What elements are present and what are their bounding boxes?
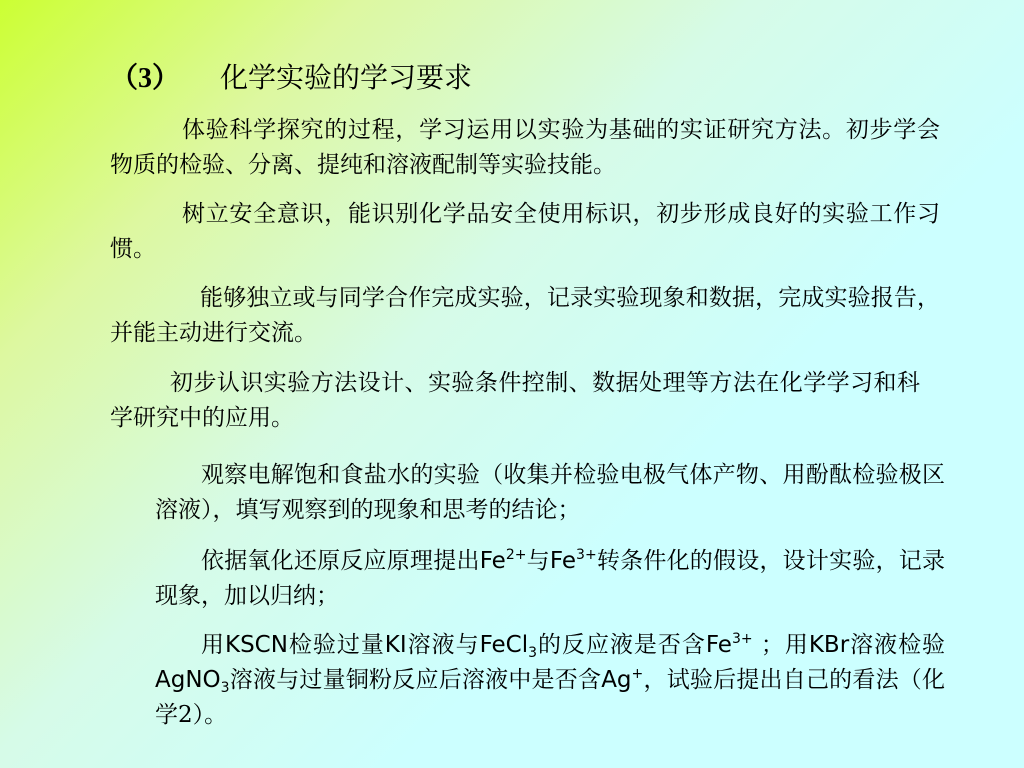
slide-title	[110, 58, 472, 99]
formula-fe: Fe	[479, 548, 506, 574]
text-segment: 的反应液是否含	[537, 632, 706, 658]
experiment-paragraph-1: 观察电解饱和食盐水的实验（收集并检验电极气体产物、用酚酞检验极区溶液），填写观察到的现象和思考的结论；	[155, 462, 945, 523]
subscript: 3	[220, 680, 230, 696]
text-segment: 溶液与	[406, 632, 480, 658]
text-segment: ；用	[752, 632, 809, 658]
text-segment: 与	[526, 548, 550, 574]
text-segment: 溶液检验	[849, 632, 946, 658]
text-segment: 检验过量	[287, 632, 385, 658]
experiment-paragraph-3	[155, 628, 945, 733]
text-segment: ，试验后提出自己的看法（化学2）。	[155, 667, 946, 728]
formula-ki: KI	[384, 632, 407, 658]
text-segment: 依据氧化还原反应原理提出	[201, 548, 480, 574]
formula-fecl: FeCl	[479, 632, 529, 658]
charge-superscript: +	[631, 666, 644, 682]
charge-superscript: 2+	[505, 547, 527, 563]
formula-fe: Fe	[549, 548, 577, 574]
text-segment: 转条件化的假设，设计实验，记录现象，加以归纳；	[155, 548, 946, 609]
text-segment: 溶液与过量铜粉反应后溶液中是否含	[229, 667, 602, 693]
section-number: （3）	[110, 63, 181, 94]
formula-fe: Fe	[705, 632, 732, 658]
formula-kbr: KBr	[808, 632, 850, 658]
requirement-paragraph-4: 初步认识实验方法设计、实验条件控制、数据处理等方法在化学学习和科学研究中的应用。	[110, 370, 920, 431]
requirement-paragraph-2: 树立安全意识，能识别化学品安全使用标识，初步形成良好的实验工作习惯。	[110, 201, 940, 262]
subscript: 3	[528, 645, 538, 661]
charge-superscript: 3+	[731, 631, 753, 647]
section-title: 化学实验的学习要求	[220, 61, 473, 94]
text-segment: 用	[201, 632, 225, 658]
experiment-paragraph-2	[155, 544, 945, 614]
formula-agno: AgNO	[155, 667, 221, 693]
requirement-paragraph-3: 能够独立或与同学合作完成实验，记录实验现象和数据，完成实验报告，并能主动进行交流。	[110, 285, 940, 346]
charge-superscript: 3+	[576, 547, 597, 563]
formula-ag: Ag	[601, 667, 632, 693]
requirement-paragraph-1: 体验科学探究的过程，学习运用以实验为基础的实证研究方法。初步学会物质的检验、分离、提纯和溶液配制等实验技能。	[110, 117, 940, 178]
formula-kscn: KSCN	[224, 632, 288, 658]
